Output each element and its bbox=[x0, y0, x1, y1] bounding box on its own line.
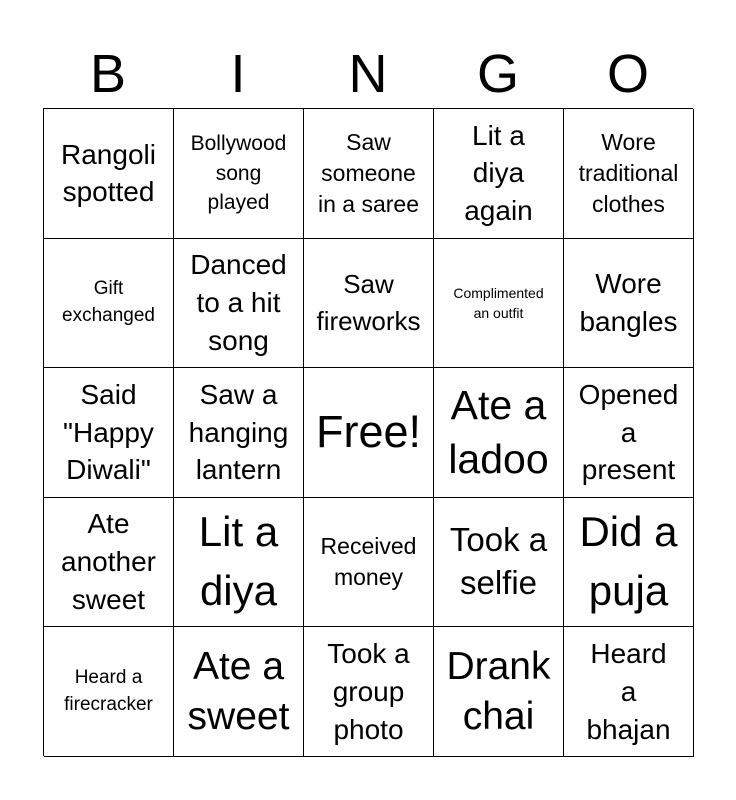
cell-text: Heard a bhajan bbox=[586, 637, 671, 745]
header-letter-i: I bbox=[230, 44, 246, 104]
bingo-cell[interactable] bbox=[44, 109, 174, 239]
cell-text: Opened a present bbox=[578, 378, 679, 486]
cell-text: Rangoli spotted bbox=[61, 138, 156, 208]
cell-text: Bollywood song played bbox=[190, 132, 287, 214]
bingo-header bbox=[43, 40, 693, 108]
header-letter-b: B bbox=[89, 44, 127, 104]
cell-text: Lit a diya again bbox=[464, 119, 533, 227]
bingo-cell[interactable] bbox=[174, 109, 304, 239]
header-letter-n: N bbox=[348, 44, 388, 104]
bingo-cell[interactable] bbox=[434, 498, 564, 628]
bingo-grid bbox=[43, 108, 693, 756]
bingo-cell[interactable] bbox=[174, 627, 304, 757]
bingo-cell[interactable] bbox=[304, 109, 434, 239]
bingo-cell[interactable] bbox=[564, 498, 694, 628]
bingo-cell[interactable] bbox=[304, 498, 434, 628]
bingo-cell[interactable] bbox=[304, 239, 434, 369]
cell-text: Saw fireworks bbox=[316, 268, 421, 336]
bingo-cell[interactable] bbox=[44, 627, 174, 757]
cell-text: Saw a hanging lantern bbox=[188, 378, 289, 486]
bingo-cell[interactable] bbox=[564, 368, 694, 498]
cell-text: Drank chai bbox=[446, 644, 551, 738]
free-space-label: Free! bbox=[315, 406, 422, 458]
cell-text: Complimented an outfit bbox=[453, 284, 544, 321]
bingo-cell[interactable] bbox=[174, 498, 304, 628]
bingo-cell[interactable] bbox=[304, 627, 434, 757]
cell-text: Gift exchanged bbox=[62, 278, 155, 326]
cell-text: Said "Happy Diwali" bbox=[63, 378, 154, 486]
bingo-cell[interactable] bbox=[564, 109, 694, 239]
bingo-cell[interactable] bbox=[434, 239, 564, 369]
header-letter-g: G bbox=[476, 44, 519, 104]
cell-text: Took a group photo bbox=[327, 637, 410, 745]
cell-text: Ate a ladoo bbox=[448, 382, 549, 483]
bingo-cell[interactable] bbox=[564, 627, 694, 757]
cell-text: Took a selfie bbox=[449, 521, 548, 602]
cell-text: Saw someone in a saree bbox=[317, 128, 419, 217]
bingo-cell[interactable] bbox=[44, 239, 174, 369]
cell-text: Did a puja bbox=[579, 508, 678, 615]
free-space-cell[interactable] bbox=[304, 368, 434, 498]
bingo-cell[interactable] bbox=[564, 239, 694, 369]
bingo-cell[interactable] bbox=[434, 627, 564, 757]
bingo-cell[interactable] bbox=[44, 498, 174, 628]
cell-text: Received money bbox=[320, 533, 417, 591]
bingo-cell[interactable] bbox=[174, 368, 304, 498]
cell-text: Wore bangles bbox=[579, 268, 678, 337]
bingo-cell[interactable] bbox=[434, 368, 564, 498]
cell-text: Danced to a hit song bbox=[190, 249, 287, 356]
bingo-cell[interactable] bbox=[174, 239, 304, 369]
bingo-cell[interactable] bbox=[434, 109, 564, 239]
cell-text: Ate another sweet bbox=[61, 508, 156, 615]
cell-text: Ate a sweet bbox=[187, 644, 290, 738]
cell-text: Heard a firecracker bbox=[64, 667, 153, 715]
header-letter-o: O bbox=[606, 44, 649, 104]
cell-text: Wore traditional clothes bbox=[578, 128, 679, 217]
cell-text: Lit a diya bbox=[198, 508, 279, 615]
bingo-cell[interactable] bbox=[44, 368, 174, 498]
